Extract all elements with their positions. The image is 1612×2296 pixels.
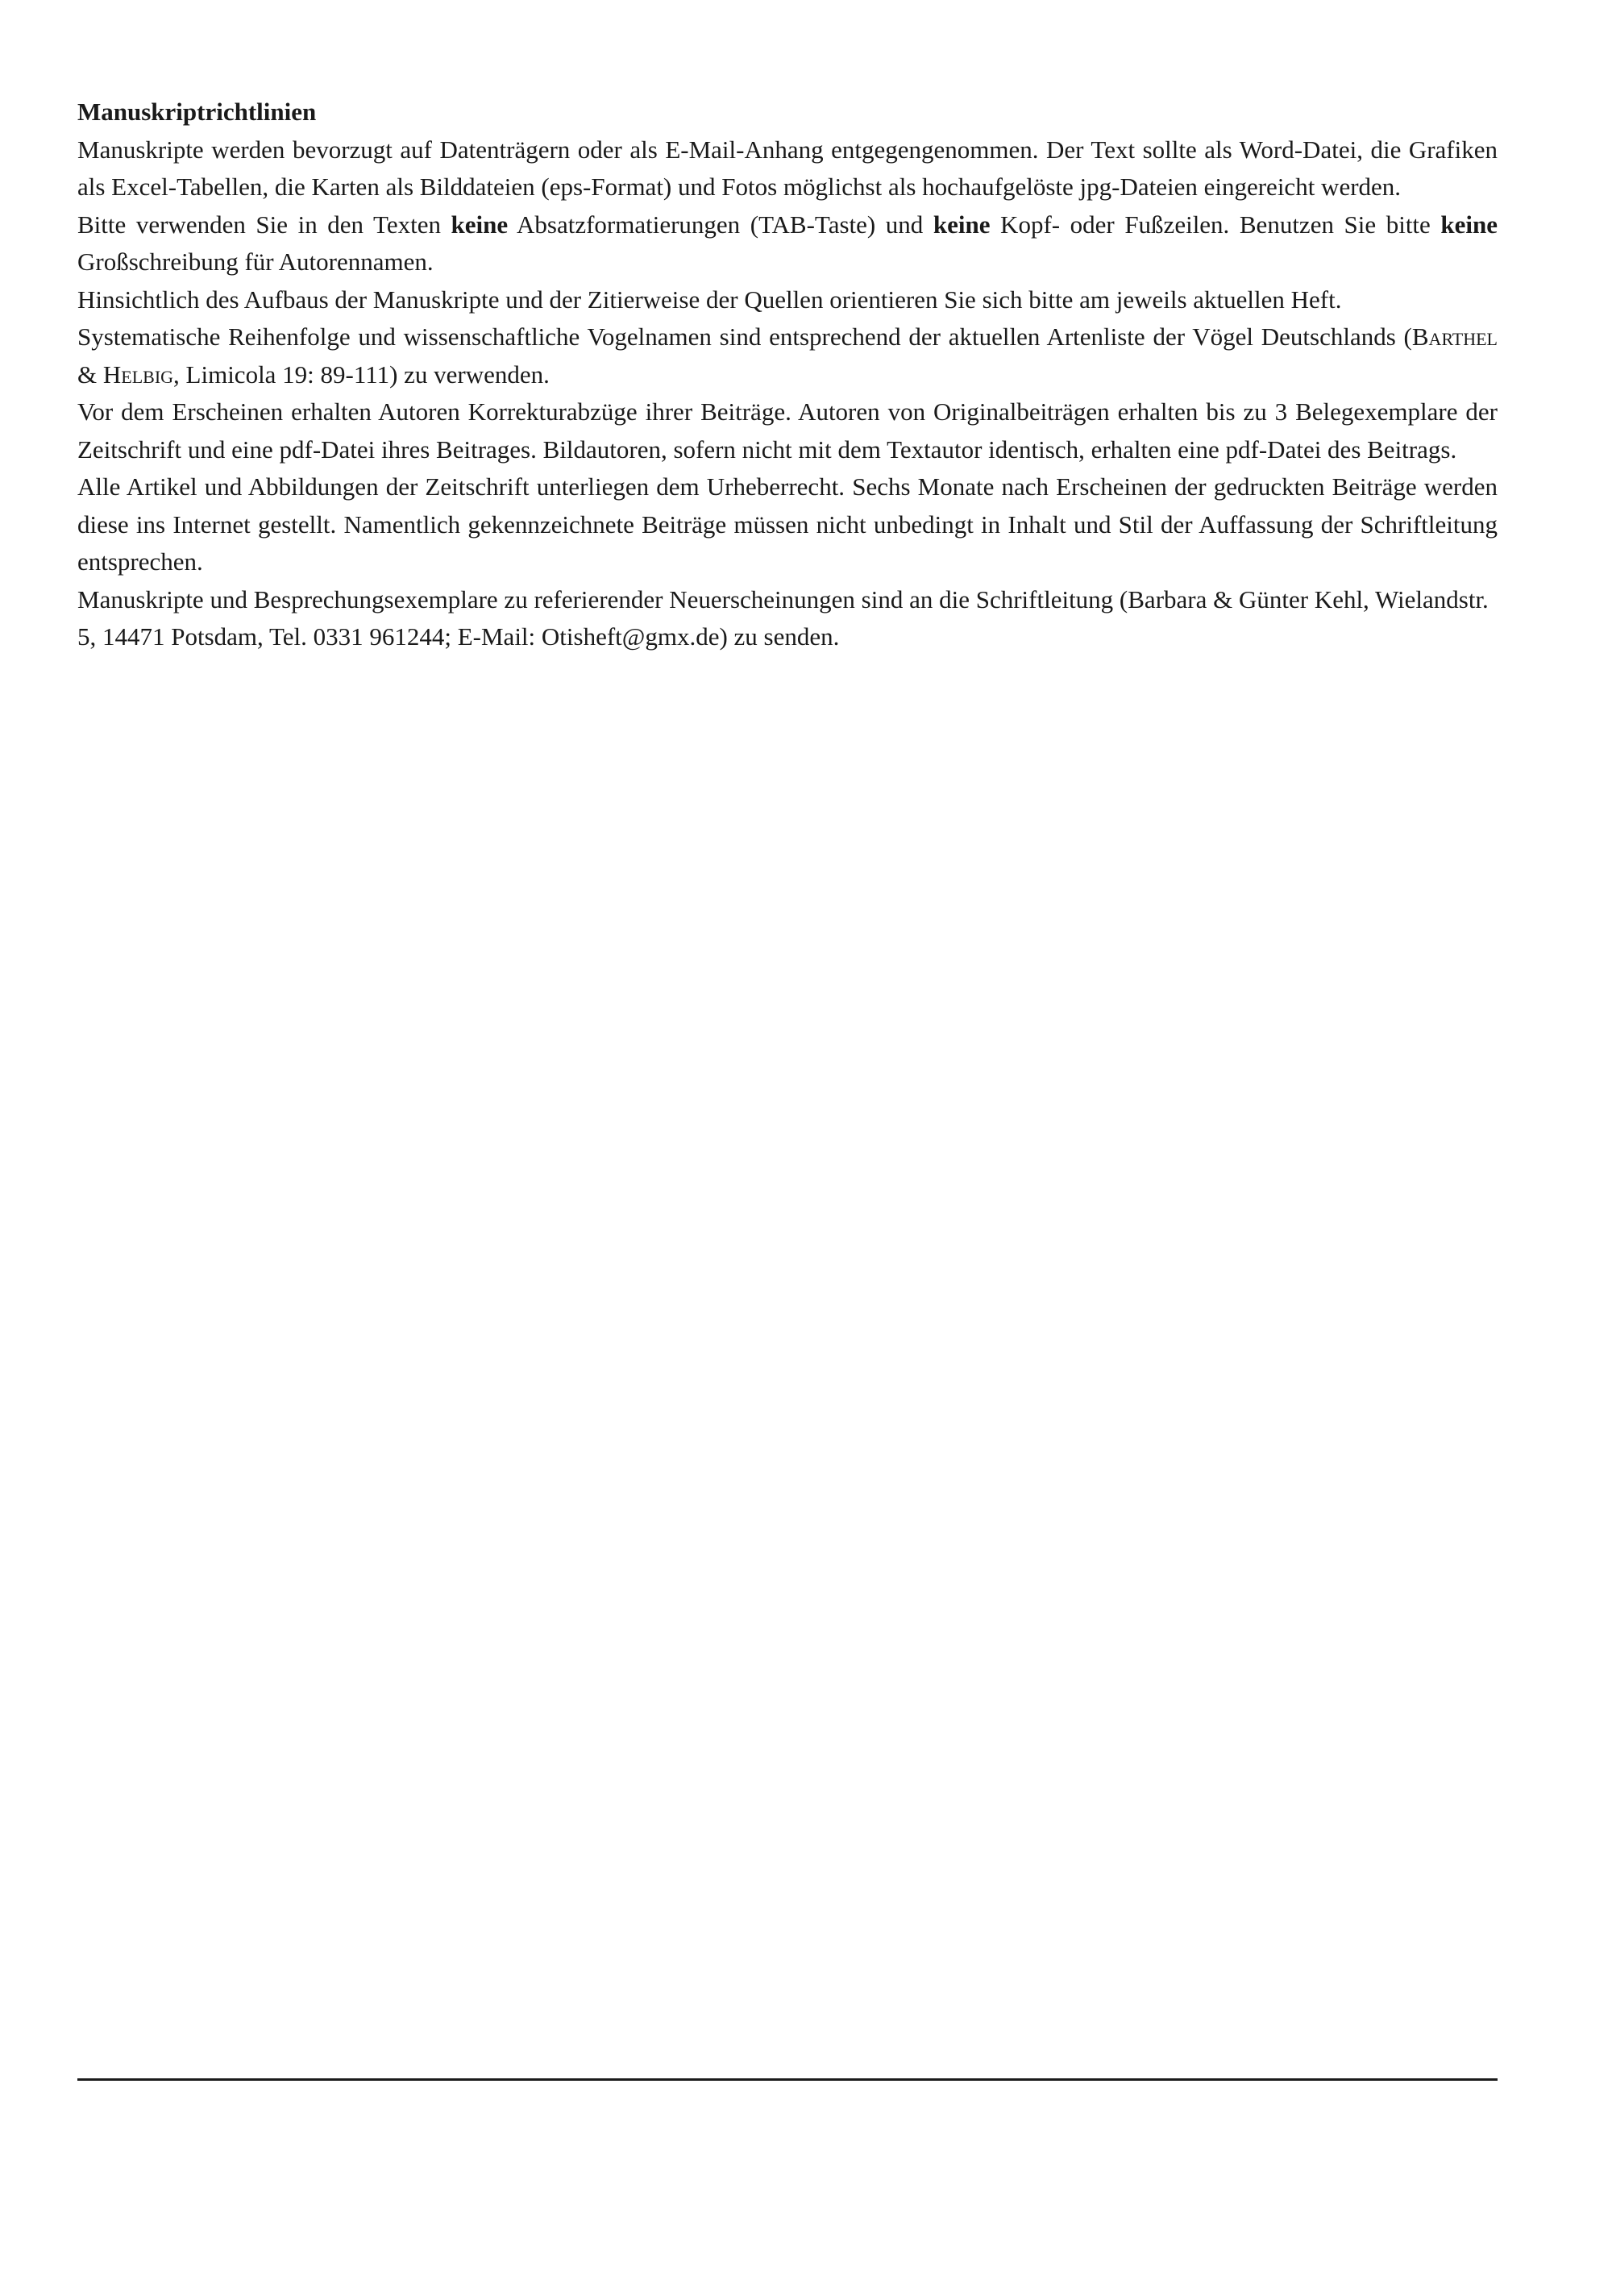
bold-keyword: keine [451,210,509,239]
text-run: Kopf- oder Fußzeilen. Benutzen Sie bitte [990,210,1441,239]
paragraph-formatting-rules [77,206,1498,281]
text-run: Absatzformatierungen (TAB-Taste) und [508,210,933,239]
bold-keyword: keine [933,210,991,239]
paragraph-proofs: Vor dem Erscheinen erhalten Autoren Korrekturabzüge ihrer Beiträge. Autoren von Originalbeiträgen erhalten bis zu 3 Belegexemplare der Zeitschrift und eine pdf-Datei ihres Beitrages. Bildautoren, sofern nicht mit dem Textautor identisch, erhalten eine pdf-Datei des Beitrags. [77,397,1498,464]
paragraph-contact: Manuskripte und Besprechungsexemplare zu referierender Neuerscheinungen sind an die Schriftleitung (Barbara & Günter Kehl, Wielandstr. 5, 14471 Potsdam, Tel. 0331 961244; E-Mail: Otisheft@gmx.de) zu senden. [77,584,1489,651]
text-run: , Limicola 19: 89-111) zu verwenden. [173,360,550,389]
bold-keyword: keine [1440,210,1498,239]
text-run: Systematische Reihenfolge und wissenschaftliche Vogelnamen sind entsprechend der aktuellen Artenliste der Vögel Deutschlands ( [77,322,1412,351]
paragraph-citation-style: Hinsichtlich des Aufbaus der Manuskripte und der Zitierweise der Quellen orientieren Sie sich bitte am jeweils aktuellen Heft. [77,285,1342,314]
paragraph-nomenclature [77,318,1498,393]
section-heading: Manuskriptrichtlinien [77,98,317,126]
author-name: Barthel [1411,322,1498,351]
manuscript-guidelines [77,94,1498,656]
text-run: Großschreibung für Autorennamen. [77,247,434,276]
paragraph-copyright: Alle Artikel und Abbildungen der Zeitschrift unterliegen dem Urheberrecht. Sechs Monate nach Erscheinen der gedruckten Beiträge werden diese ins Internet gestellt. Namentlich gekennzeichnete Beiträge müssen nicht unbedingt in Inhalt und Stil der Auffassung der Schriftleitung entsprechen. [77,472,1498,576]
text-run: Bitte verwenden Sie in den Texten [77,210,451,239]
author-name: Helbig [102,360,174,389]
paragraph-submission-format: Manuskripte werden bevorzugt auf Datenträgern oder als E-Mail-Anhang entgegengenommen. Der Text sollte als Word-Datei, die Grafiken als Excel-Tabellen, die Karten als Bilddateien (eps-Format) und Fotos möglichst als hochaufgelöste jpg-Dateien eingereicht werden. [77,135,1498,201]
horizontal-rule [77,2078,1498,2081]
text-run: & [77,360,103,389]
